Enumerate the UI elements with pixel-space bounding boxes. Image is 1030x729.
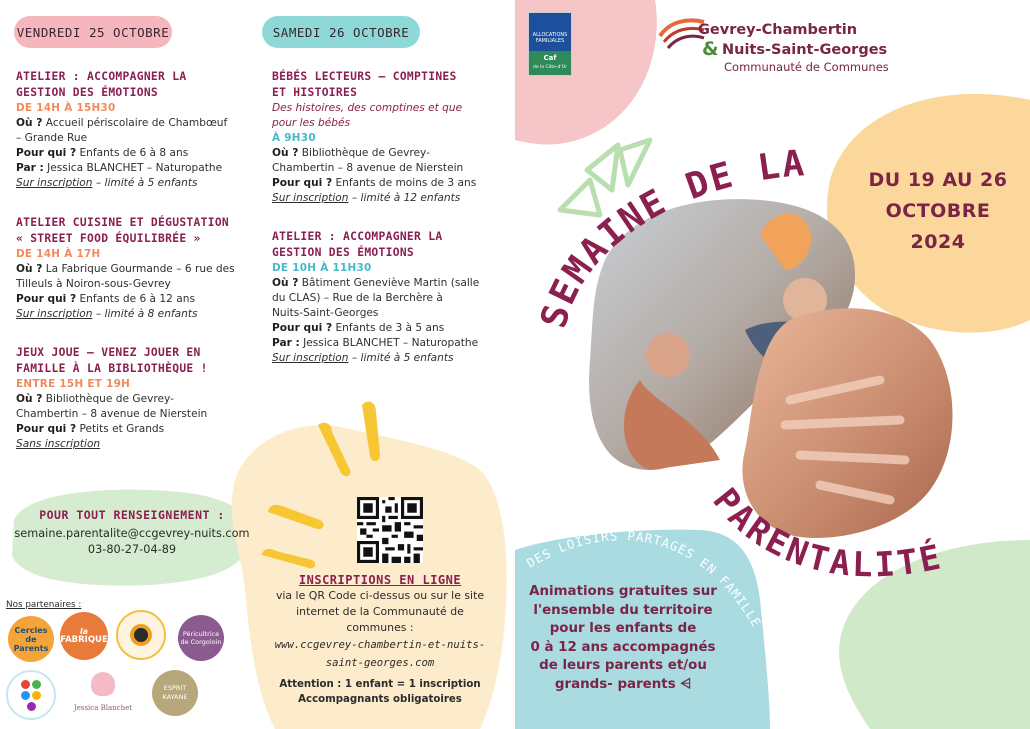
dates-line-1: DU 19 AU 26 bbox=[868, 169, 1008, 191]
event-inscription: Sur inscription – limité à 12 enfants bbox=[272, 192, 461, 204]
event-time: DE 14H À 17H bbox=[16, 248, 101, 260]
headline-bottom: PARENTALITÉ bbox=[704, 480, 947, 586]
dates-line-2: OCTOBRE bbox=[885, 200, 991, 222]
saturday-date-label: SAMEDI 26 OCTOBRE bbox=[272, 24, 410, 40]
event-where: Où ? Bâtiment Geneviève Martin (salle du CLAS) – Rue de la Berchère à Nuits-Saint-Georges bbox=[272, 277, 480, 319]
inscriptions-url[interactable]: www.ccgevrey-chambertin-et-nuits- saint-georges.com bbox=[274, 639, 486, 669]
event-who: Pour qui ? Enfants de 6 à 8 ans bbox=[16, 147, 189, 159]
inscriptions-line-2: internet de la Communauté de bbox=[296, 605, 464, 618]
partner-jessica-name: Jessica Blanchet bbox=[73, 704, 133, 712]
animation-line-2: l'ensemble du territoire bbox=[533, 602, 713, 618]
event-where: Où ? Accueil périscolaire de Chambœuf – Grande Rue bbox=[16, 117, 228, 144]
event-time: ENTRE 15H ET 19H bbox=[16, 378, 131, 390]
partner-periculture-name: Péricultrice de Corgoloin bbox=[180, 630, 222, 646]
info-email[interactable]: semaine.parentalite@ccgevrey-nuits.com bbox=[14, 527, 250, 540]
event-inscription: Sur inscription – limité à 5 enfants bbox=[272, 352, 454, 364]
friday-date-label: VENDREDI 25 OCTOBRE bbox=[16, 24, 170, 40]
inscriptions-title: INSCRIPTIONS EN LIGNE bbox=[298, 573, 462, 587]
dates-line-3: 2024 bbox=[910, 231, 966, 253]
animation-line-6: grands- parents ⩤ bbox=[554, 676, 692, 692]
event-where: Où ? La Fabrique Gourmande – 6 rue des Tilleuls à Noiron-sous-Gevrey bbox=[16, 263, 235, 290]
community-sub: Communauté de Communes bbox=[724, 60, 889, 74]
loisirs-text: DES LOISIRS PARTAGÉS EN FAMILLE bbox=[523, 528, 765, 631]
caf-sub: de la Côte-d'Or bbox=[532, 65, 568, 70]
event-dates bbox=[858, 165, 1018, 258]
community-name-2: Nuits-Saint-Georges bbox=[722, 42, 888, 58]
event-time: DE 14H À 15H30 bbox=[16, 102, 116, 114]
partner-esprit-name: ESPRIT KAYANE bbox=[162, 684, 188, 701]
animation-line-1: Animations gratuites sur bbox=[529, 584, 717, 599]
event-time: DE 10H À 11H30 bbox=[272, 262, 372, 274]
event-title: JEUX JOUE – VENEZ JOUER EN FAMILLE À LA BIBLIOTHÈQUE ! bbox=[16, 346, 208, 375]
animation-line-5: de leurs parents et/ou bbox=[539, 658, 707, 673]
event-description: Des histoires, des comptines et que pour les bébés bbox=[272, 102, 463, 129]
caf-line-2: FAMILIALES bbox=[535, 38, 565, 44]
event-title: ATELIER : ACCOMPAGNER LA GESTION DES ÉMOTIONS bbox=[16, 70, 187, 99]
event-by: Par : Jessica BLANCHET – Naturopathe bbox=[16, 162, 223, 174]
attention-note: Attention : 1 enfant = 1 inscription Accompagnants obligatoires bbox=[279, 679, 481, 705]
community-name-1: Gevrey-Chambertin bbox=[698, 22, 858, 38]
community-amp: & bbox=[702, 38, 719, 60]
event-where: Où ? Bibliothèque de Gevrey- Chambertin – 8 avenue de Nierstein bbox=[272, 147, 464, 174]
info-title: POUR TOUT RENSEIGNEMENT : bbox=[39, 508, 225, 522]
event-by: Par : Jessica BLANCHET – Naturopathe bbox=[272, 337, 479, 349]
animation-line-4: 0 à 12 ans accompagnés bbox=[530, 639, 716, 655]
event-title: ATELIER : ACCOMPAGNER LA GESTION DES ÉMOTIONS bbox=[272, 230, 443, 259]
animation-line-3: pour les enfants de bbox=[549, 621, 697, 636]
inscriptions-line-1: via le QR Code ci-dessus ou sur le site bbox=[275, 589, 485, 602]
arrow-icon: ⩤ bbox=[680, 676, 692, 692]
event-inscription: Sans inscription bbox=[16, 438, 101, 450]
partner-cercles-name: Cercles de Parents bbox=[13, 625, 49, 653]
event-time: À 9H30 bbox=[272, 132, 316, 144]
event-who: Pour qui ? Enfants de moins de 3 ans bbox=[272, 177, 477, 189]
event-who: Pour qui ? Petits et Grands bbox=[16, 423, 165, 435]
headline-top: SEMAINE DE LA bbox=[533, 143, 808, 333]
animation-text bbox=[518, 583, 728, 694]
caf-brand: Caf bbox=[543, 54, 557, 62]
event-inscription: Sur inscription – limité à 8 enfants bbox=[16, 308, 198, 320]
partner-fabrique-name: FABRIQUE bbox=[60, 635, 108, 645]
event-where: Où ? Bibliothèque de Gevrey- Chambertin – 8 avenue de Nierstein bbox=[16, 393, 208, 420]
inscriptions-line-3: communes : bbox=[346, 621, 414, 634]
event-who: Pour qui ? Enfants de 6 à 12 ans bbox=[16, 293, 195, 305]
partner-fabrique-la: la bbox=[79, 627, 89, 636]
event-inscription: Sur inscription – limité à 5 enfants bbox=[16, 177, 198, 189]
event-title: BÉBÉS LECTEURS – COMPTINES ET HISTOIRES bbox=[272, 70, 457, 99]
partners-title: Nos partenaires : bbox=[6, 600, 82, 610]
info-phone[interactable]: 03-80-27-04-89 bbox=[87, 543, 177, 556]
event-title: ATELIER CUISINE ET DÉGUSTATION « STREET FOOD ÉQUILIBRÉE » bbox=[16, 216, 230, 245]
event-who: Pour qui ? Enfants de 3 à 5 ans bbox=[272, 322, 445, 334]
caf-line-1: ALLOCATIONS bbox=[532, 32, 568, 38]
